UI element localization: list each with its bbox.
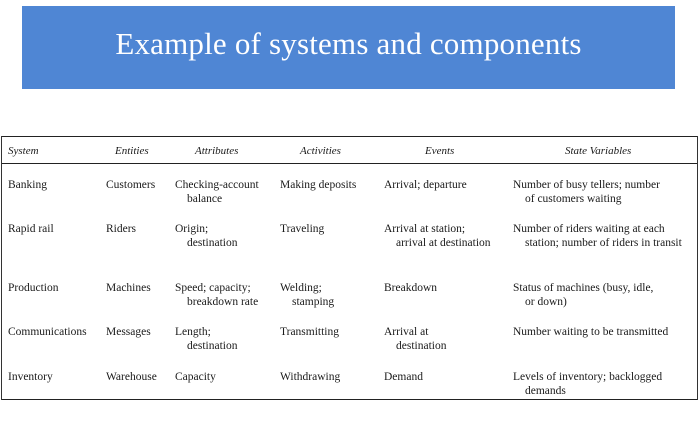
cell-system: Rapid rail bbox=[8, 223, 54, 235]
cell-state-line: Number of busy tellers; number bbox=[513, 179, 660, 191]
cell-state-variables bbox=[513, 178, 660, 206]
header-events: Events bbox=[425, 145, 455, 157]
title-banner bbox=[22, 6, 675, 89]
cell-attributes bbox=[175, 222, 237, 250]
cell-events-line: destination bbox=[396, 340, 447, 352]
cell-attributes bbox=[175, 281, 258, 309]
slide-title: Example of systems and components bbox=[115, 25, 582, 61]
cell-events: Arrival; departure bbox=[384, 179, 467, 191]
cell-attributes-line: Origin; bbox=[175, 223, 209, 235]
table-top-rule bbox=[2, 136, 697, 137]
cell-system: Inventory bbox=[8, 371, 53, 383]
header-system: System bbox=[8, 145, 39, 157]
cell-activities bbox=[280, 281, 334, 309]
systems-table bbox=[1, 136, 698, 400]
cell-activities: Traveling bbox=[280, 223, 325, 235]
table-bottom-rule bbox=[2, 399, 697, 400]
cell-events bbox=[384, 222, 491, 250]
header-state-variables: State Variables bbox=[565, 145, 632, 157]
cell-entities: Machines bbox=[106, 282, 151, 294]
cell-events-line: arrival at destination bbox=[396, 237, 491, 249]
cell-attributes-line: destination bbox=[187, 340, 238, 352]
cell-state-line: demands bbox=[525, 385, 566, 397]
cell-state-variables bbox=[513, 370, 662, 398]
cell-attributes bbox=[175, 178, 259, 206]
cell-attributes-line: Length; bbox=[175, 326, 211, 338]
cell-events: Breakdown bbox=[384, 282, 438, 294]
cell-state-variables: Number waiting to be transmitted bbox=[513, 326, 669, 338]
cell-state-variables bbox=[513, 222, 682, 250]
cell-state-line: of customers waiting bbox=[525, 193, 622, 205]
table-header-rule bbox=[2, 163, 697, 164]
cell-state-line: Levels of inventory; backlogged bbox=[513, 371, 663, 383]
cell-attributes-line: destination bbox=[187, 237, 238, 249]
cell-attributes-line: Speed; capacity; bbox=[175, 282, 251, 294]
cell-attributes-line: balance bbox=[187, 193, 223, 205]
cell-entities: Warehouse bbox=[106, 371, 157, 383]
header-attributes: Attributes bbox=[195, 145, 239, 157]
cell-entities: Messages bbox=[106, 326, 151, 338]
cell-events bbox=[384, 325, 446, 353]
cell-activities-line: stamping bbox=[292, 296, 335, 308]
cell-attributes: Capacity bbox=[175, 371, 216, 383]
cell-events: Demand bbox=[384, 371, 423, 383]
cell-activities: Withdrawing bbox=[280, 371, 341, 383]
cell-system: Banking bbox=[8, 179, 47, 191]
header-activities: Activities bbox=[300, 145, 341, 157]
cell-entities: Riders bbox=[106, 223, 137, 235]
cell-state-variables bbox=[513, 281, 653, 309]
cell-events-line: Arrival at bbox=[384, 326, 429, 338]
cell-attributes bbox=[175, 325, 237, 353]
cell-activities: Making deposits bbox=[280, 179, 357, 191]
cell-system: Communications bbox=[8, 326, 87, 338]
header-entities: Entities bbox=[115, 145, 149, 157]
cell-entities: Customers bbox=[106, 179, 156, 191]
cell-system: Production bbox=[8, 282, 59, 294]
cell-state-line: Status of machines (busy, idle, bbox=[513, 282, 654, 294]
cell-state-line: Number of riders waiting at each bbox=[513, 223, 665, 235]
cell-attributes-line: Checking-account bbox=[175, 179, 259, 191]
cell-attributes-line: breakdown rate bbox=[187, 296, 259, 308]
cell-activities: Transmitting bbox=[280, 326, 340, 338]
cell-state-line: station; number of riders in transit bbox=[525, 237, 682, 249]
cell-state-line: or down) bbox=[525, 296, 567, 308]
cell-events-line: Arrival at station; bbox=[384, 223, 466, 235]
cell-activities-line: Welding; bbox=[280, 282, 322, 294]
